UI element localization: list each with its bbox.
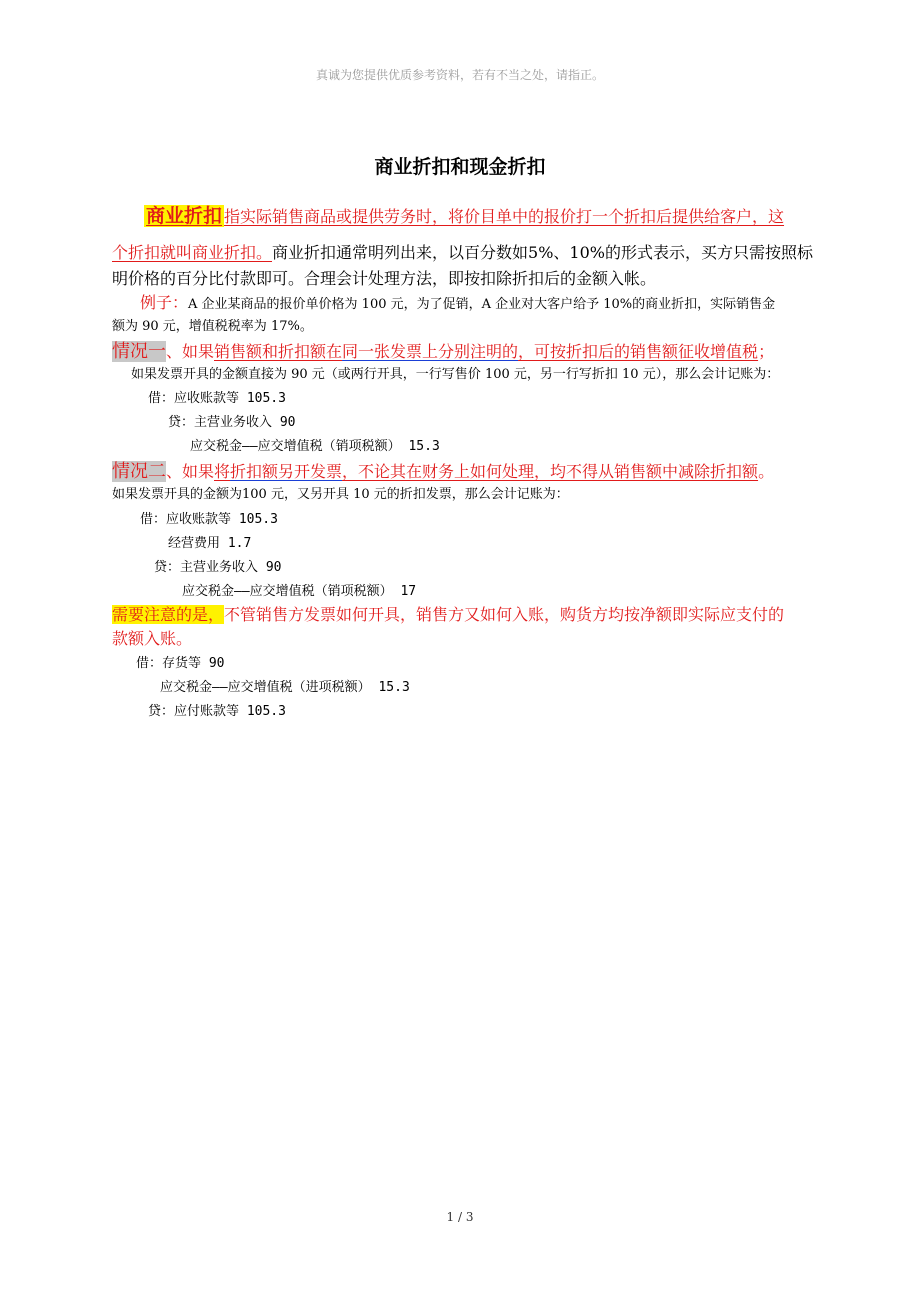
example-text-1: A 企业某商品的报价单价格为 100 元，为了促销，A 企业对大客户给予 10%的商业折扣，实际销售金	[188, 297, 776, 312]
header-note: 真诚为您提供优质参考资料，若有不当之处，请指正。	[315, 68, 604, 82]
page-title: 商业折扣和现金折扣	[374, 156, 546, 178]
case2-heading	[112, 457, 774, 483]
case1-entry-debit: 借：应收账款等 105.3	[148, 391, 286, 406]
case2-part-b: 折扣额另开发票	[230, 462, 343, 481]
note-entry-debit: 借：存货等 90	[136, 656, 225, 671]
case1-part-b: 同一张发票上分别注明的	[342, 342, 519, 361]
term-commercial-discount: 商业折扣	[146, 205, 223, 227]
note-line-1	[112, 602, 784, 625]
intro-line-2	[112, 240, 813, 263]
case2-description: 如果发票开具的金额为100 元，又另开具 10 元的折扣发票，那么会计记账为：	[112, 487, 569, 502]
case2-label: 情况二	[112, 461, 166, 482]
case2-entry-credit: 贷：主营业务收入 90	[154, 560, 282, 575]
case1-part-a: 销售额和折扣额在	[214, 342, 343, 361]
case2-end: 。	[758, 462, 775, 481]
case1-sep: 、如果	[166, 342, 215, 361]
definition-line-1: 指实际销售商品或提供劳务时，将价目单中的报价打一个折扣后提供给客户，这	[224, 207, 785, 226]
case2-entry-tax: 应交税金——应交增值税（销项税额） 17	[182, 584, 417, 599]
case1-end: ；	[758, 342, 775, 361]
case2-entry-expense: 经营费用 1.7	[168, 536, 252, 551]
example-line-2: 额为 90 元，增值税税率为 17%。	[112, 319, 313, 334]
note-text-1: 不管销售方发票如何开具，销售方又如何入账，购货方均按净额即实际应支付的	[224, 605, 785, 624]
case2-entry-debit: 借：应收账款等 105.3	[140, 512, 278, 527]
example-label: 例子：	[140, 293, 189, 312]
case1-part-c: ，可按折扣后的销售额征收增值税	[518, 342, 759, 361]
example-line-1	[140, 290, 775, 313]
definition-rest: 商业折扣通常明列出来，以百分数如5%、10%的形式表示，买方只需按照标	[272, 243, 813, 262]
intro-line-3: 明价格的百分比付款即可。合理会计处理方法，即按扣除折扣后的金额入帐。	[112, 269, 657, 288]
case1-label: 情况一	[112, 341, 166, 362]
page-number: 1 / 3	[446, 1210, 474, 1224]
note-label: 需要注意的是，	[112, 605, 225, 624]
case1-entry-tax: 应交税金——应交增值税（销项税额） 15.3	[190, 439, 440, 454]
case2-part-c: ，不论其在财务上如何处理，均不得从销售额中减除折扣额	[342, 462, 759, 481]
case2-sep: 、如果	[166, 462, 215, 481]
case2-part-a: 将	[214, 462, 231, 481]
note-entry-tax: 应交税金——应交增值税（进项税额） 15.3	[160, 680, 410, 695]
case1-description: 如果发票开具的金额直接为 90 元（或两行开具，一行写售价 100 元，另一行写折扣 10 元），那么会计记账为：	[131, 367, 780, 382]
note-line-2: 款额入账。	[112, 629, 193, 648]
case1-entry-credit: 贷：主营业务收入 90	[168, 415, 296, 430]
intro-line-1	[144, 201, 784, 228]
definition-red: 个折扣就叫商业折扣。	[112, 243, 273, 262]
note-entry-credit: 贷：应付账款等 105.3	[148, 704, 286, 719]
case1-heading	[112, 337, 774, 363]
